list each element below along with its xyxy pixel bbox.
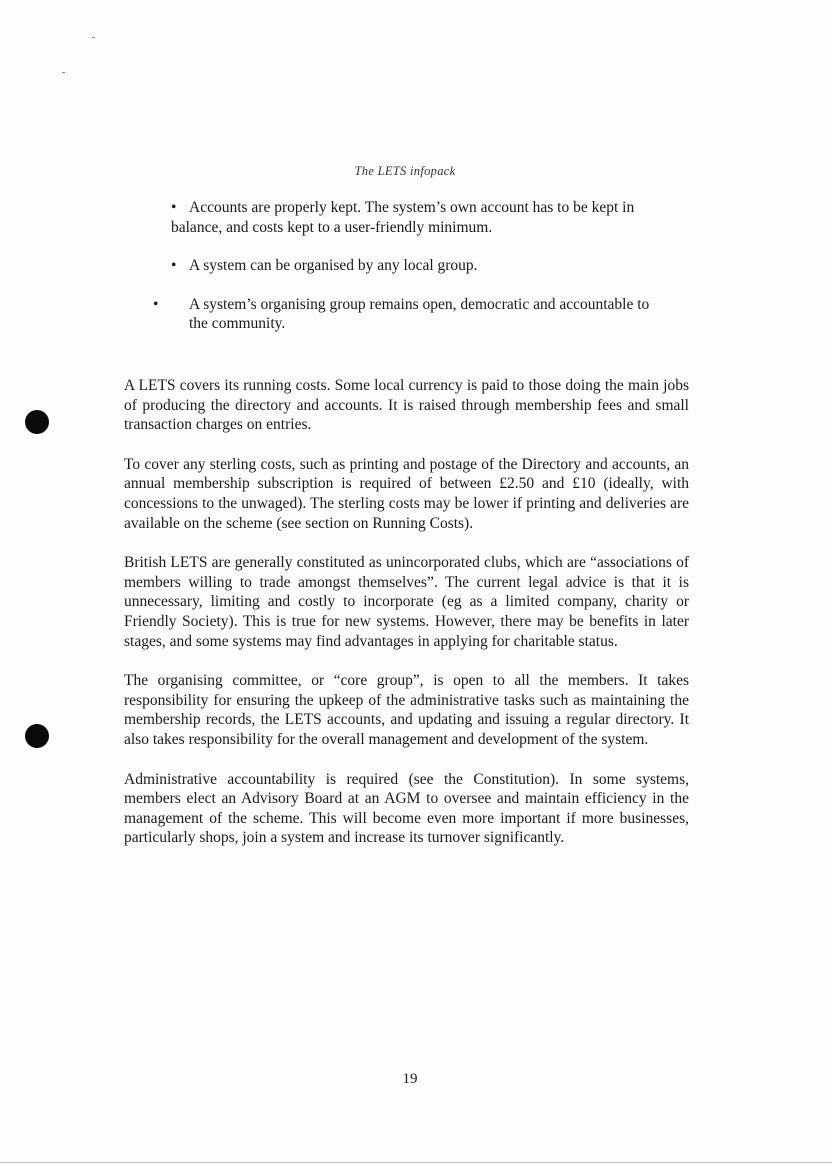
bullet-item	[171, 256, 671, 276]
body-text	[124, 376, 689, 868]
scan-speck	[62, 72, 65, 73]
bullet-marker: •	[153, 295, 159, 313]
bullet-text: A system’s organising group remains open, democratic and accountable to the community.	[189, 295, 650, 332]
running-header: The LETS infopack	[354, 164, 456, 178]
bullet-item	[171, 198, 671, 237]
paragraph: British LETS are generally constituted as unincorporated clubs, which are “associations of members willing to trade amongst themselves”. The current legal advice is that it is unnecessary, limiting and costly to incorporate (eg as a limited company, charity or Friendly Society). This is true for new systems. However, there may be benefits in later stages, and some systems may find advantages in applying for charitable status.	[124, 554, 689, 650]
bullet-marker: •	[171, 199, 177, 216]
punch-hole	[25, 724, 49, 748]
bullet-marker: •	[171, 257, 177, 274]
scan-speck	[92, 37, 95, 38]
paragraph: A LETS covers its running costs. Some local currency is paid to those doing the main jobs of producing the directory and accounts. It is raised through membership fees and small transaction charges on entries.	[124, 377, 689, 434]
scan-edge-line	[0, 1162, 832, 1163]
page-number: 19	[402, 1071, 418, 1087]
bullet-text: Accounts are properly kept. The system’s own account has to be kept in balance, and costs kept to a user-friendly minimum.	[171, 199, 635, 236]
paragraph: To cover any sterling costs, such as printing and postage of the Directory and accounts, an annual membership subscription is required of between £2.50 and £10 (ideally, with concessions to the unwaged). The sterling costs may be lower if printing and deliveries are available on the scheme (see section on Running Costs).	[124, 455, 689, 532]
bullet-text: A system can be organised by any local group.	[189, 257, 478, 274]
paragraph: The organising committee, or “core group”, is open to all the members. It takes responsibility for ensuring the upkeep of the administrative tasks such as maintaining the membership records, the LETS accounts, and updating and issuing a regular directory. It also takes responsibility for the overall management and development of the system.	[124, 672, 689, 748]
punch-hole	[25, 410, 49, 434]
paragraph: Administrative accountability is required (see the Constitution). In some systems, members elect an Advisory Board at an AGM to oversee and maintain efficiency in the management of the scheme. This will become even more important if more businesses, particularly shops, join a system and increase its turnover significantly.	[124, 770, 689, 847]
bullet-list	[153, 198, 671, 353]
bullet-item	[153, 295, 671, 334]
